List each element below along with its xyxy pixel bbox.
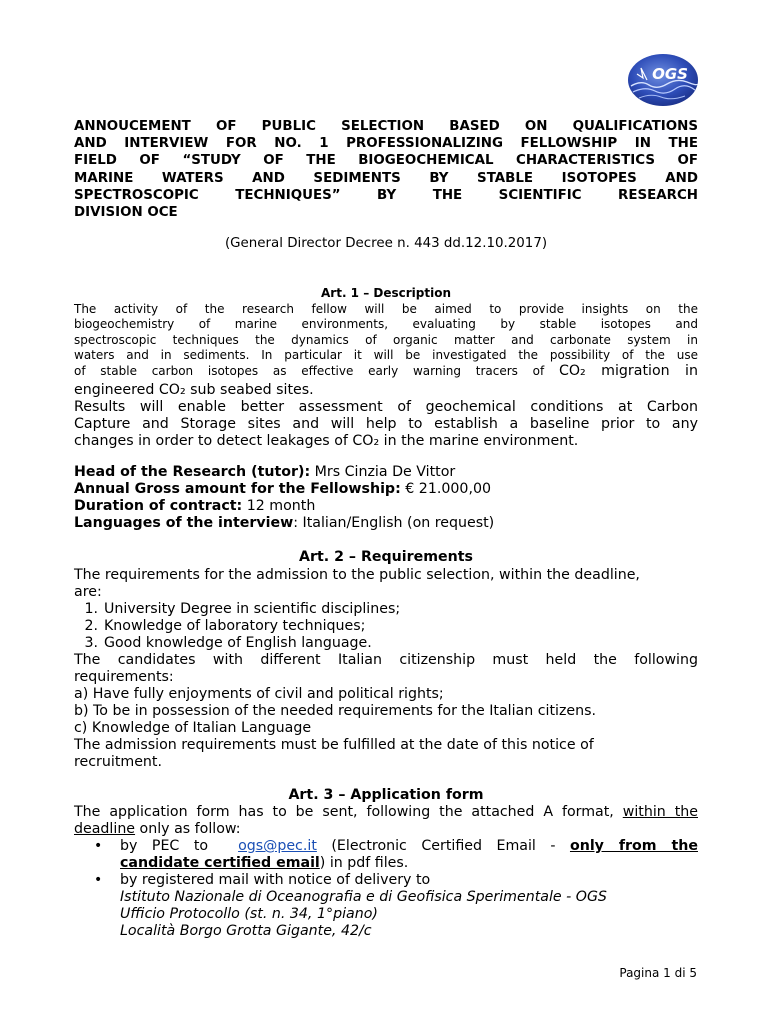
- art3-heading: Art. 3 – Application form: [288, 787, 484, 803]
- results-line: changes in order to detect leakages of CO₂ in the marine environment.: [74, 433, 579, 449]
- foreign-candidates-line: The candidates with different Italian citizenship must held the following: [74, 652, 698, 668]
- address-line: Istituto Nazionale di Oceanografia e di Geofisica Sperimentale - OGS: [120, 889, 607, 905]
- description-line: biogeochemistry of marine environments, evaluating by stable isotopes and: [74, 317, 698, 332]
- closing-line: The admission requirements must be fulfilled at the date of this notice of: [74, 737, 594, 753]
- intro-text: The application form has to be sent, following the attached A format,: [74, 804, 623, 820]
- art3-intro: [74, 804, 698, 838]
- mail-option: [120, 872, 698, 940]
- announcement-title: [74, 118, 698, 221]
- amount-row: [74, 481, 698, 498]
- list-text: Knowledge of laboratory techniques;: [104, 618, 366, 634]
- deadline-emphasis: within the: [622, 804, 698, 820]
- pec-line: [120, 855, 698, 872]
- amount-label: Annual Gross amount for the Fellowship:: [74, 481, 401, 497]
- pec-text: ) in pdf files.: [319, 855, 409, 871]
- closing-line: recruitment.: [74, 754, 162, 770]
- pec-emphasis: candidate certified email: [120, 855, 320, 871]
- decree-reference: (General Director Decree n. 443 dd.12.10.2017): [224, 236, 548, 251]
- foreign-candidates-line: requirements:: [74, 669, 174, 685]
- description-line-part: of stable carbon isotopes as effective early warning tracers of: [74, 363, 545, 378]
- list-item: [74, 618, 698, 635]
- description-line: [74, 364, 698, 379]
- description-line: waters and in sediments. In particular it will be investigated the possibility of the use: [74, 348, 698, 363]
- description-line: spectroscopic techniques the dynamics of organic matter and carbonate system in: [74, 332, 698, 347]
- mail-line: by registered mail with notice of delivery to: [120, 872, 431, 888]
- results-line: Capture and Storage sites and will help to establish a baseline prior to any: [74, 416, 698, 432]
- lettered-item: b) To be in possession of the needed requirements for the Italian citizens.: [74, 703, 597, 719]
- description-line: The activity of the research fellow will be aimed to provide insights on the: [74, 302, 698, 316]
- art2-requirements: [74, 567, 698, 771]
- title-line: AND INTERVIEW FOR NO. 1 PROFESSIONALIZING FELLOWSHIP IN THE: [74, 136, 698, 152]
- results-line: Results will enable better assessment of geochemical conditions at Carbon: [74, 399, 698, 415]
- amount-value: € 21.000,00: [400, 481, 492, 497]
- logo-text: OGS: [652, 65, 688, 83]
- pec-label: by PEC to: [120, 838, 209, 854]
- list-item: [74, 601, 698, 618]
- tutor-label: Head of the Research (tutor):: [74, 464, 311, 480]
- lettered-item: c) Knowledge of Italian Language: [74, 720, 312, 736]
- title-line: MARINE WATERS AND SEDIMENTS BY STABLE ISOTOPES AND: [74, 170, 698, 186]
- deadline-emphasis: deadline: [74, 821, 136, 837]
- list-number: 1.: [84, 601, 98, 617]
- bullet-icon: •: [94, 872, 103, 888]
- application-intro: [74, 821, 698, 838]
- page-number: Pagina 1 di 5: [619, 966, 697, 980]
- list-number: 3.: [84, 635, 98, 651]
- art1-heading: Art. 1 – Description: [321, 286, 451, 300]
- address-line: Località Borgo Grotta Gigante, 42/c: [120, 923, 372, 939]
- duration-row: [74, 498, 698, 515]
- art1-description: [74, 302, 698, 379]
- title-line: FIELD OF “STUDY OF THE BIOGEOCHEMICAL CHARACTERISTICS OF: [74, 153, 698, 169]
- pec-line: [120, 838, 698, 855]
- requirements-list: [74, 601, 698, 652]
- requirements-intro: are:: [74, 584, 102, 600]
- pec-emphasis: only from the: [569, 838, 698, 854]
- pec-email-link[interactable]: ogs@pec.it: [238, 838, 317, 854]
- pec-option: [120, 838, 698, 872]
- list-item: [74, 635, 698, 652]
- requirements-intro: The requirements for the admission to the public selection, within the deadline,: [74, 567, 640, 583]
- fellowship-info: [74, 464, 698, 532]
- description-line-part: CO₂ migration in: [558, 362, 698, 379]
- languages-label: Languages of the interview: [74, 515, 294, 531]
- bullet-icon: •: [94, 838, 103, 854]
- application-intro: [74, 804, 698, 821]
- title-line: ANNOUCEMENT OF PUBLIC SELECTION BASED ON QUALIFICATIONS: [74, 119, 698, 134]
- ogs-logo: [627, 52, 699, 108]
- art2-heading: Art. 2 – Requirements: [299, 549, 473, 565]
- lettered-item: a) Have fully enjoyments of civil and political rights;: [74, 686, 444, 702]
- list-number: 2.: [84, 618, 98, 634]
- intro-text: only as follow:: [135, 821, 241, 837]
- title-line: DIVISION OCE: [74, 205, 178, 221]
- languages-value: : Italian/English (on request): [293, 515, 495, 531]
- list-text: Good knowledge of English language.: [104, 635, 372, 651]
- tutor-row: [74, 464, 698, 481]
- art1-description-cont: [74, 382, 698, 450]
- description-line: engineered CO₂ sub seabed sites.: [74, 382, 314, 398]
- address-line: Ufficio Protocollo (st. n. 34, 1°piano): [120, 906, 378, 922]
- title-line: SPECTROSCOPIC TECHNIQUES” BY THE SCIENTIFIC RESEARCH: [74, 187, 698, 203]
- pec-text: (Electronic Certified Email -: [316, 838, 570, 854]
- duration-value: 12 month: [242, 498, 316, 514]
- languages-row: [74, 515, 698, 532]
- list-text: University Degree in scientific disciplines;: [104, 601, 401, 617]
- tutor-value: Mrs Cinzia De Vittor: [310, 464, 456, 480]
- duration-label: Duration of contract:: [74, 498, 243, 514]
